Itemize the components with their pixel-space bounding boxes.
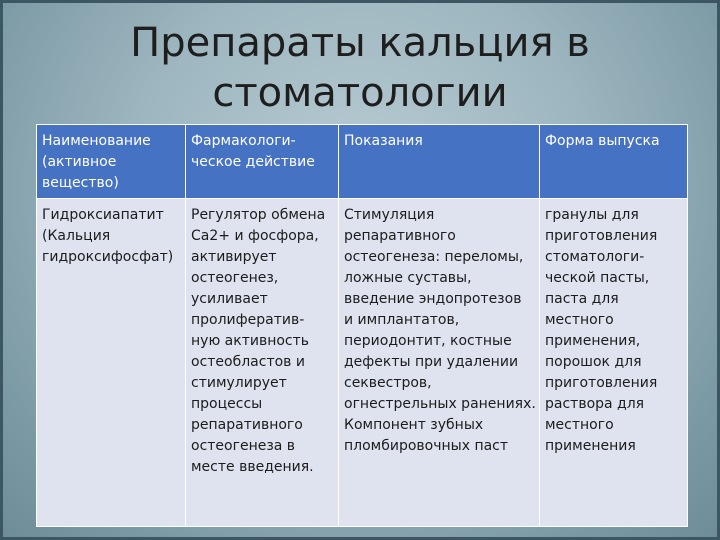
cell-line: местного xyxy=(545,312,614,328)
header-form xyxy=(540,125,688,199)
cell-line: остеобластов и xyxy=(191,354,305,370)
cell-name xyxy=(37,199,186,527)
cell-line: остеогенеза: переломы, xyxy=(344,249,524,265)
cell-line: дефекты при удалении xyxy=(344,354,519,370)
title-line-1: Препараты кальция в xyxy=(130,20,590,66)
cell-line: (Кальция xyxy=(42,228,111,244)
cell-line: Наименование xyxy=(42,133,151,149)
cell-line: месте введения. xyxy=(191,459,314,475)
cell-line: остеогенез, xyxy=(191,270,279,286)
table-row xyxy=(37,199,688,527)
cell-line: применения xyxy=(545,438,636,454)
cell-line: стоматологи- xyxy=(545,249,645,265)
cell-line: пломбировочных паст xyxy=(344,438,509,454)
table-header-row xyxy=(37,125,688,199)
cell-line: активирует xyxy=(191,249,277,265)
cell-line: и имплантатов, xyxy=(344,312,460,328)
cell-line: введение эндопротезов xyxy=(344,291,522,307)
cell-line: секвестров, xyxy=(344,375,432,391)
cell-line: ческой пасты, xyxy=(545,270,650,286)
cell-line: Стимуляция xyxy=(344,207,435,223)
cell-line: пролифератив- xyxy=(191,312,305,328)
cell-line: репаративного xyxy=(344,228,456,244)
cell-line: процессы xyxy=(191,396,263,412)
cell-line: Фармакологи- xyxy=(191,133,296,149)
cell-line: Ca2+ и фосфора, xyxy=(191,228,319,244)
cell-line: гидроксифосфат) xyxy=(42,249,174,265)
cell-line: применения, xyxy=(545,333,641,349)
cell-line: стимулирует xyxy=(191,375,287,391)
cell-line: ную активность xyxy=(191,333,310,349)
cell-line: Показания xyxy=(344,133,423,149)
header-indications xyxy=(339,125,540,199)
cell-line: приготовления xyxy=(545,375,658,391)
cell-line: ложные суставы, xyxy=(344,270,472,286)
cell-line: огнестрельных ранениях. xyxy=(344,396,536,412)
cell-line: вещество) xyxy=(42,175,119,191)
title-line-2: стоматологии xyxy=(212,70,508,116)
cell-line: Гидроксиапатит xyxy=(42,207,164,223)
cell-line: Компонент зубных xyxy=(344,417,484,433)
cell-line: (активное xyxy=(42,154,117,170)
cell-line: порошок для xyxy=(545,354,642,370)
cell-line: периодонтит, костные xyxy=(344,333,512,349)
slide-title xyxy=(0,18,720,118)
header-name xyxy=(37,125,186,199)
calcium-drugs-table xyxy=(36,124,688,527)
cell-line: паста для xyxy=(545,291,619,307)
cell-line: репаративного xyxy=(191,417,303,433)
cell-line: гранулы для xyxy=(545,207,639,223)
cell-line: ческое действие xyxy=(191,154,315,170)
cell-line: остеогенеза в xyxy=(191,438,296,454)
cell-indications xyxy=(339,199,540,527)
cell-line: раствора для xyxy=(545,396,645,412)
header-action xyxy=(186,125,339,199)
cell-line: усиливает xyxy=(191,291,268,307)
cell-line: местного xyxy=(545,417,614,433)
cell-form xyxy=(540,199,688,527)
cell-line: Форма выпуска xyxy=(545,133,660,149)
cell-action xyxy=(186,199,339,527)
cell-line: Регулятор обмена xyxy=(191,207,326,223)
cell-line: приготовления xyxy=(545,228,658,244)
